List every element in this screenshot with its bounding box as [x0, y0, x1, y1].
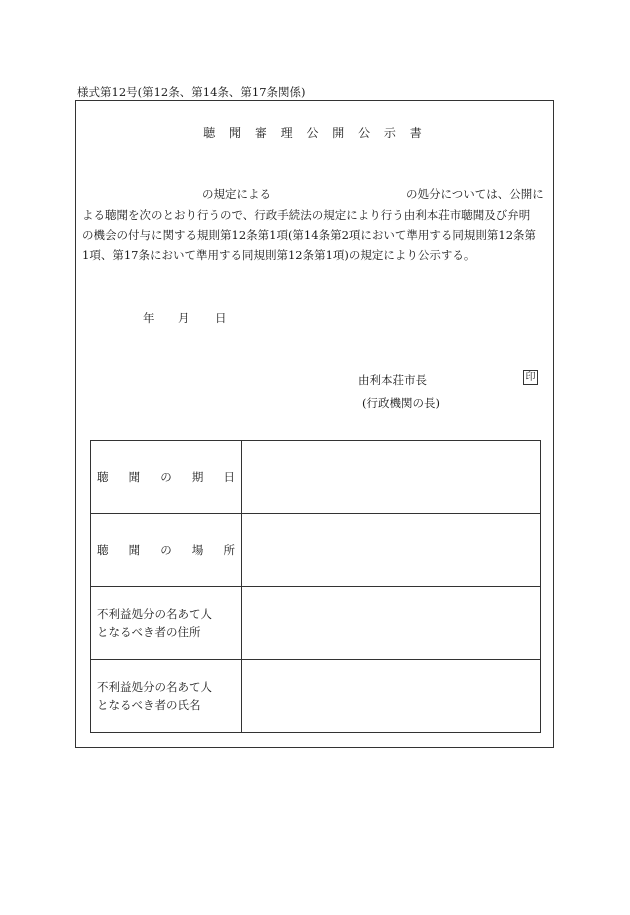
table-row: [91, 587, 541, 660]
date-month: 月: [178, 311, 190, 325]
label-char: 聞: [128, 470, 141, 484]
label-char: 所: [223, 543, 235, 557]
label-char: 期: [191, 470, 204, 484]
label-char: 聞: [128, 543, 141, 557]
value-hearing-place[interactable]: [242, 514, 541, 587]
seal-mark: 印: [523, 370, 538, 385]
row-label-hearing-place: [91, 514, 242, 587]
label-char: 場: [191, 543, 204, 557]
table-row: [91, 660, 541, 733]
value-addressee-address[interactable]: [242, 587, 541, 660]
value-hearing-date[interactable]: [242, 441, 541, 514]
body-line-2: よる聴聞を次のとおり行うので、行政手続法の規定により行う由利本荘市聴聞及び弁明: [82, 208, 531, 222]
form-number: 様式第12号(第12条、第14条、第17条関係): [77, 85, 306, 99]
table-row: [91, 441, 541, 514]
body-line-1b: の処分については、公開に: [406, 187, 544, 201]
agency-note: (行政機関の長): [362, 396, 440, 410]
label-char: 聴: [97, 470, 109, 484]
label-line: 不利益処分の名あて人: [97, 680, 212, 694]
value-addressee-name[interactable]: [242, 660, 541, 733]
label-char: 聴: [97, 543, 109, 557]
mayor-title: 由利本荘市長: [358, 373, 427, 387]
row-label-hearing-date: [91, 441, 242, 514]
row-label-addressee-name: [91, 660, 242, 733]
body-line-4: 1項、第17条において準用する同規則第12条第1項)の規定により公示する。: [82, 248, 476, 262]
table-row: [91, 514, 541, 587]
label-char: の: [160, 543, 172, 557]
label-char: の: [160, 470, 172, 484]
body-line-3: の機会の付与に関する規則第12条第1項(第14条第2項において準用する同規則第12条第: [82, 228, 537, 242]
body-line-1a: の規定による: [202, 187, 271, 201]
date-year: 年: [143, 311, 155, 325]
hearing-info-table: [90, 440, 541, 733]
date-day: 日: [215, 311, 227, 325]
label-line: となるべき者の住所: [97, 625, 201, 639]
label-line: となるべき者の氏名: [97, 698, 201, 712]
document-title: 聴 聞 審 理 公 開 公 示 書: [203, 126, 427, 140]
label-char: 日: [223, 470, 235, 484]
label-line: 不利益処分の名あて人: [97, 607, 212, 621]
row-label-addressee-address: [91, 587, 242, 660]
